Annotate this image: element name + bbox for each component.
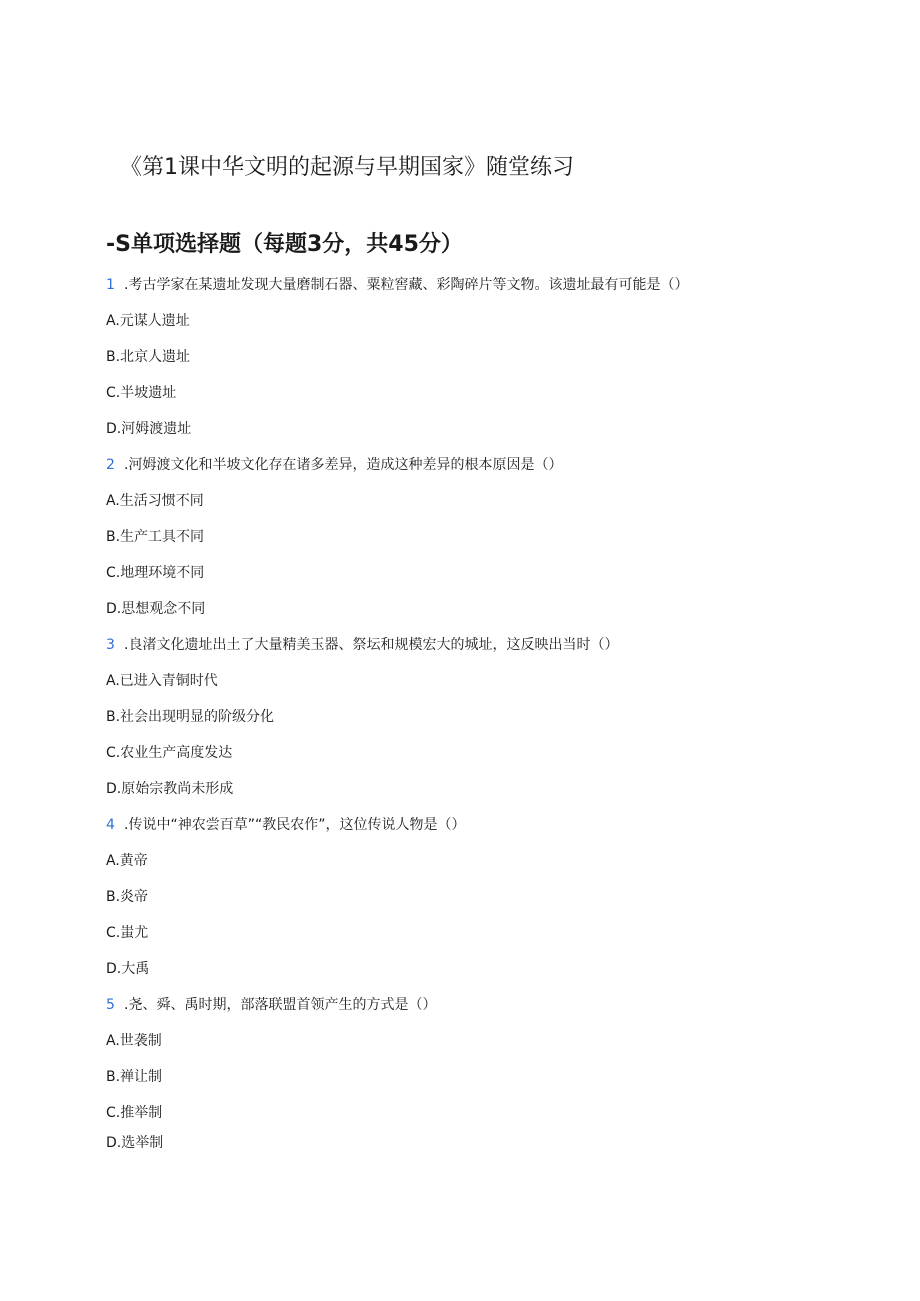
answer-option: B.禅让制 xyxy=(106,1069,163,1085)
question-stem xyxy=(106,274,886,310)
question-stem xyxy=(106,634,886,670)
answer-option: A.生活习惯不同 xyxy=(106,493,204,509)
question-stem xyxy=(106,994,886,1030)
question-stem xyxy=(106,814,886,850)
question-number: 3 xyxy=(106,637,115,653)
page-title: 《第1课中华文明的起源与早期国家》随堂练习 xyxy=(120,155,574,180)
answer-option: C.半坡遗址 xyxy=(106,385,177,401)
answer-option: D.思想观念不同 xyxy=(106,601,206,617)
question-item xyxy=(106,274,886,454)
answer-option: A.元谋人遗址 xyxy=(106,313,190,329)
question-number: 2 xyxy=(106,457,115,473)
question-number: 5 xyxy=(106,997,115,1013)
answer-option: A.黄帝 xyxy=(106,853,148,869)
answer-option: C.农业生产高度发达 xyxy=(106,745,233,761)
answer-option: D.大禹 xyxy=(106,961,150,977)
answer-option: B.炎帝 xyxy=(106,889,149,905)
question-item xyxy=(106,814,886,994)
question-item xyxy=(106,454,886,634)
question-text: .良渚文化遗址出土了大量精美玉器、祭坛和规模宏大的城址，这反映出当时（） xyxy=(124,637,619,653)
answer-option: C.蚩尤 xyxy=(106,925,149,941)
question-list xyxy=(106,274,886,1162)
question-text: .河姆渡文化和半坡文化存在诸多差异，造成这种差异的根本原因是（） xyxy=(124,457,563,473)
answer-option: D.选举制 xyxy=(106,1135,164,1151)
answer-option: D.原始宗教尚未形成 xyxy=(106,781,234,797)
answer-option: B.生产工具不同 xyxy=(106,529,205,545)
question-item xyxy=(106,634,886,814)
question-item xyxy=(106,994,886,1162)
question-stem xyxy=(106,454,886,490)
answer-option: C.推举制 xyxy=(106,1105,163,1121)
question-text: .尧、舜、禹时期，部落联盟首领产生的方式是（） xyxy=(124,997,437,1013)
answer-option: B.北京人遗址 xyxy=(106,349,191,365)
question-text: .考古学家在某遗址发现大量磨制石器、粟粒窖藏、彩陶碎片等文物。该遗址最有可能是（） xyxy=(124,277,689,293)
answer-option: D.河姆渡遗址 xyxy=(106,421,192,437)
answer-option: A.已进入青铜时代 xyxy=(106,673,218,689)
answer-option: C.地理环境不同 xyxy=(106,565,205,581)
question-text: .传说中“神农尝百草”“教民农作”，这位传说人物是（） xyxy=(124,817,466,833)
question-number: 1 xyxy=(106,277,115,293)
answer-option: B.社会出现明显的阶级分化 xyxy=(106,709,275,725)
section-heading: -S单项选择题（每题3分，共45分） xyxy=(106,232,463,257)
question-number: 4 xyxy=(106,817,115,833)
answer-option: A.世袭制 xyxy=(106,1033,162,1049)
